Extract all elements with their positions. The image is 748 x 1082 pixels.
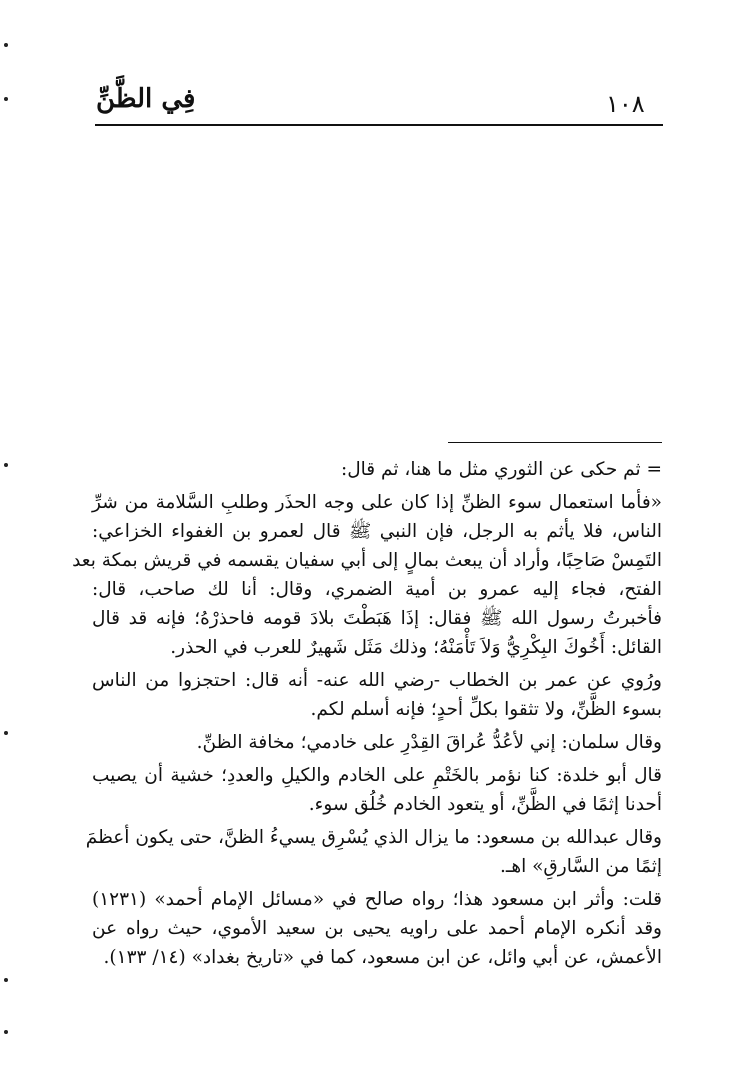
- text-line: قلت: وأثر ابن مسعود هذا؛ رواه صالح في «مسائل الإمام أحمد» (١٢٣١): [92, 889, 662, 910]
- text-line: أحدنا إثمًا في الظَّنِّ، أو يتعود الخادم خُلُق سوء.: [308, 794, 662, 815]
- text-line: «فأما استعمال سوء الظنِّ إذا كان على وجه الحذَر وطلبِ السَّلامة من شرِّ: [92, 492, 662, 513]
- page-number: ١٠٨: [606, 90, 645, 118]
- paragraph-3: [92, 728, 662, 757]
- scan-speck: [4, 731, 8, 735]
- text-line: الفتح، فجاء إليه عمرو بن أمية الضمري، وقال: أنا لك صاحب، قال:: [92, 579, 662, 600]
- scan-speck: [4, 978, 8, 982]
- text-line: القائل: أَخُوكَ البِكْرِيُّ وَلاَ تَأْمَنْهُ؛ وذلك مَثَل شَهيرٌ للعرب في الحذر.: [170, 637, 662, 658]
- scan-speck: [4, 97, 8, 101]
- text-line: إثمًا من السَّارقِ» اهـ.: [500, 856, 662, 877]
- text-line: الأعمش، عن أبي وائل، عن ابن مسعود، كما في «تاريخ بغداد» (١٤/ ١٣٣).: [103, 947, 662, 968]
- text-line: التَمِسْ صَاحِبًا، وأراد أن يبعث بمالٍ إلى أبي سفيان يقسمه في قريش بمكة بعد: [72, 550, 662, 571]
- text-line: بسوء الظَّنِّ، ولا تثقوا بكلِّ أحدٍ؛ فإنه أسلم لكم.: [310, 699, 662, 720]
- paragraph-4: [92, 761, 662, 819]
- text-line: وقد أنكره الإمام أحمد على راويه يحيى بن سعيد الأموي، حيث رواه عن: [92, 918, 662, 939]
- header-rule: [95, 124, 663, 126]
- text-line: الناس، فلا يأثم به الرجل، فإن النبي ﷺ قال لعمرو بن الغفواء الخزاعي:: [92, 521, 662, 542]
- paragraph-6: [92, 885, 662, 972]
- footnote-separator: [448, 442, 662, 443]
- scan-speck: [4, 1030, 8, 1034]
- text-line: = ثم حكى عن الثوري مثل ما هنا، ثم قال:: [340, 459, 662, 480]
- scan-speck: [4, 43, 8, 47]
- text-line: فأخبرتُ رسول الله ﷺ فقال: إذَا هَبَطْتَ بلادَ قومه فاحذرْهُ؛ فإنه قد قال: [92, 608, 662, 629]
- scan-speck: [4, 463, 8, 467]
- text-line: قال أبو خلدة: كنا نؤمر بالخَتْمِ على الخادم والكيلِ والعددِ؛ خشية أن يصيب: [92, 765, 662, 786]
- paragraph-1: [72, 488, 662, 662]
- footnote-intro: [92, 455, 662, 484]
- text-line: وقال عبدالله بن مسعود: ما يزال الذي يُسْرِق يسيءُ الظنَّ، حتى يكون أعظمَ: [85, 827, 662, 848]
- paragraph-5: [85, 823, 662, 881]
- text-line: وقال سلمان: إني لأعُدُّ عُراقَ القِدْرِ على خادمي؛ مخافة الظنِّ.: [196, 732, 662, 753]
- paragraph-2: [92, 666, 662, 724]
- footnote-body: [72, 455, 662, 976]
- running-title: فِي الظَّنِّ: [96, 84, 196, 114]
- text-line: ورُوي عن عمر بن الخطاب -رضي الله عنه- أنه قال: احتجزوا من الناس: [92, 670, 662, 691]
